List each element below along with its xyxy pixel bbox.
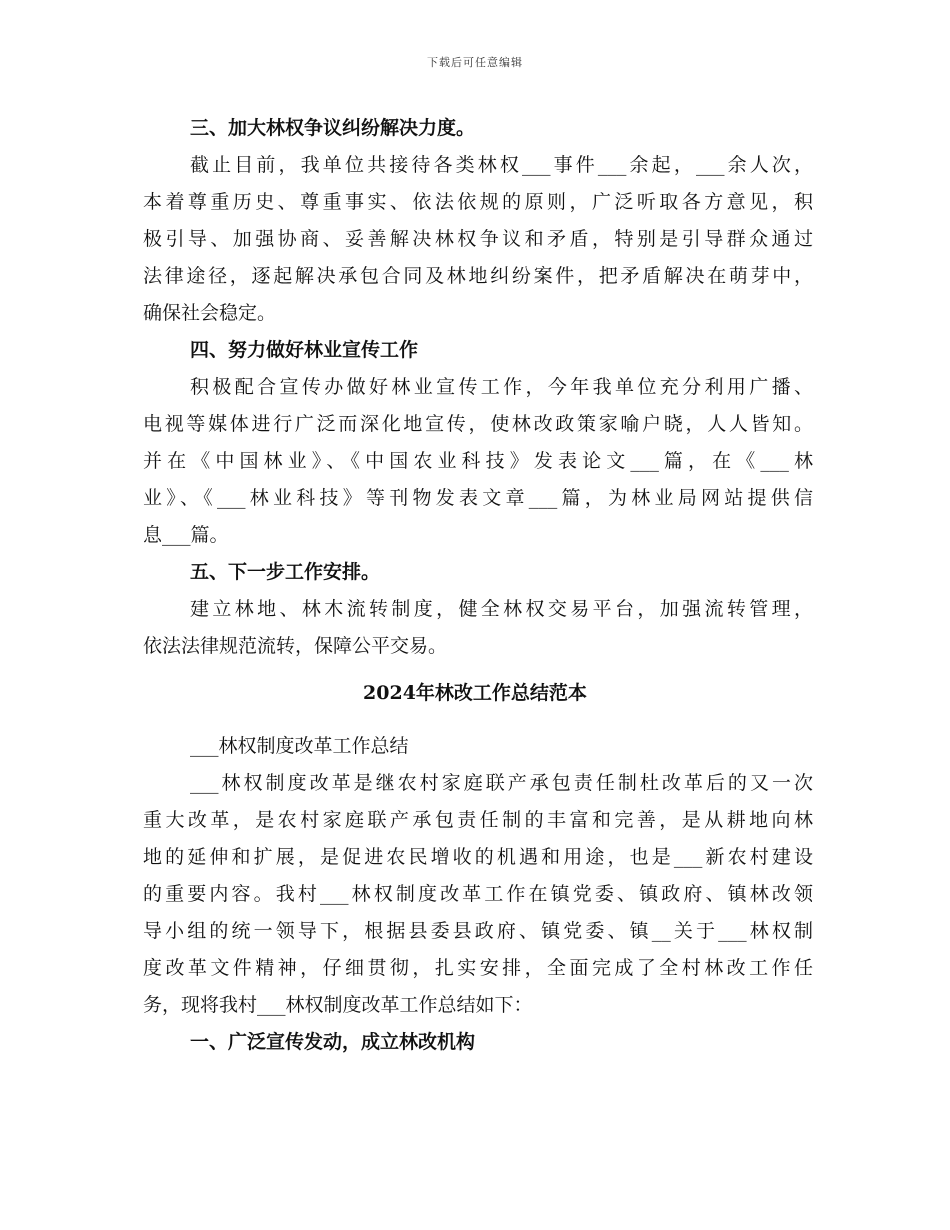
paragraph-line: 导小组的统一领导下，根据县委县政府、镇党委、镇__关于___林权制: [143, 920, 813, 942]
paragraph-line: 地的延伸和扩展，是促进农民增收的机遇和用途，也是___新农村建设: [143, 846, 813, 868]
paragraph-line: 度改革文件精神，仔细贯彻，扎实安排，全面完成了全村林改工作任: [143, 957, 813, 979]
paragraph-line: 确保社会稳定。: [143, 302, 277, 324]
paragraph-line: 并在《中国林业》、《中国农业科技》发表论文___篇，在《___林: [143, 450, 813, 472]
paragraph-line: 建立林地、林木流转制度，健全林权交易平台，加强流转管理，: [190, 598, 813, 620]
section-heading-3: 三、加大林权争议纠纷解决力度。: [190, 117, 476, 139]
paragraph-line: 本着尊重历史、尊重事实、依法依规的原则，广泛听取各方意见，积: [143, 191, 813, 213]
paragraph-line: 电视等媒体进行广泛而深化地宣传，使林改政策家喻户晓，人人皆知。: [143, 413, 813, 435]
paragraph-line: 息___篇。: [143, 524, 229, 546]
paragraph-line: 依法法律规范流转，保障公平交易。: [143, 635, 448, 657]
section-heading-1: 一、广泛宣传发动，成立林改机构: [190, 1031, 476, 1053]
section-heading-4: 四、努力做好林业宣传工作: [190, 339, 419, 361]
page-header: 下载后可任意编辑: [427, 56, 523, 69]
paragraph-line: ___林权制度改革是继农村家庭联产承包责任制杜改革后的又一次: [190, 772, 813, 794]
paragraph-line: 业》、《___林业科技》等刊物发表文章___篇，为林业局网站提供信: [143, 487, 813, 509]
paragraph-line: 极引导、加强协商、妥善解决林权争议和矛盾，特别是引导群众通过: [143, 228, 813, 250]
paragraph-line: 的重要内容。我村___林权制度改革工作在镇党委、镇政府、镇林改领: [143, 883, 813, 905]
paragraph-line: 法律途径，逐起解决承包合同及林地纠纷案件，把矛盾解决在萌芽中，: [143, 265, 813, 287]
subtitle-line: ___林权制度改革工作总结: [190, 735, 409, 757]
paragraph-line: 务，现将我村___林权制度改革工作总结如下：: [143, 994, 533, 1016]
document-title: 2024年林改工作总结范本: [363, 682, 587, 704]
paragraph-line: 重大改革，是农村家庭联产承包责任制的丰富和完善，是从耕地向林: [143, 809, 813, 831]
section-heading-5: 五、下一步工作安排。: [190, 561, 381, 583]
paragraph-line: 截止目前，我单位共接待各类林权___事件___余起，___余人次，: [190, 154, 813, 176]
paragraph-line: 积极配合宣传办做好林业宣传工作，今年我单位充分利用广播、: [190, 376, 813, 398]
